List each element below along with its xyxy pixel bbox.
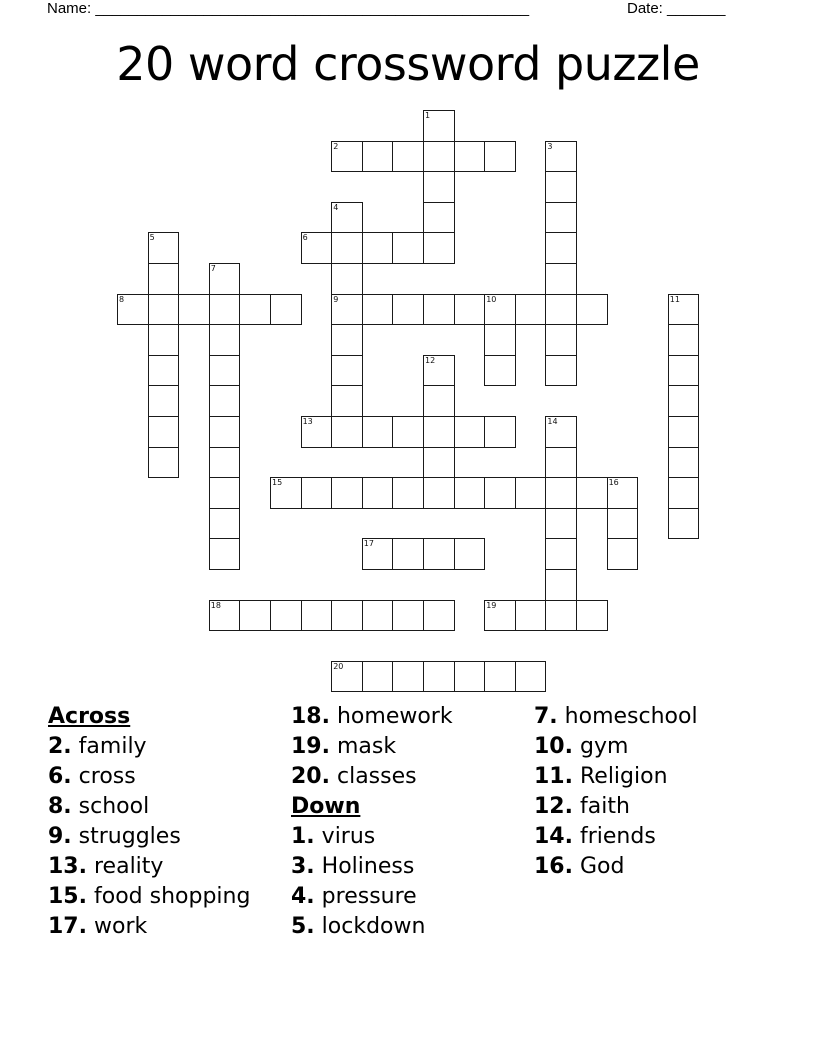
clue-number: 13 bbox=[302, 417, 313, 426]
crossword-cell[interactable] bbox=[392, 538, 424, 570]
crossword-cell[interactable] bbox=[362, 141, 394, 173]
crossword-cell[interactable] bbox=[178, 294, 210, 326]
crossword-cell[interactable] bbox=[515, 477, 547, 509]
crossword-cell[interactable] bbox=[545, 324, 577, 356]
clue-column-2 bbox=[291, 702, 453, 942]
crossword-cell[interactable] bbox=[545, 171, 577, 203]
crossword-cell[interactable] bbox=[209, 385, 241, 417]
clue-number: 7 bbox=[210, 264, 216, 273]
crossword-cell[interactable] bbox=[209, 600, 241, 632]
crossword-cell[interactable] bbox=[668, 508, 700, 540]
crossword-cell[interactable] bbox=[545, 600, 577, 632]
crossword-cell[interactable] bbox=[576, 600, 608, 632]
crossword-cell[interactable] bbox=[239, 294, 271, 326]
crossword-cell[interactable] bbox=[545, 202, 577, 234]
clue-number: 1 bbox=[425, 111, 431, 120]
crossword-cell[interactable] bbox=[392, 600, 424, 632]
crossword-cell[interactable] bbox=[607, 508, 639, 540]
clue-number: 3 bbox=[547, 141, 553, 151]
crossword-cell[interactable] bbox=[423, 447, 455, 479]
crossword-cell[interactable] bbox=[545, 232, 577, 264]
crossword-cell[interactable] bbox=[576, 294, 608, 326]
crossword-cell[interactable] bbox=[515, 661, 547, 693]
down-heading: Down bbox=[291, 794, 361, 819]
crossword-cell[interactable] bbox=[423, 110, 455, 142]
crossword-cell[interactable] bbox=[484, 661, 516, 693]
clue-down-1: 1. virus bbox=[291, 824, 376, 849]
crossword-cell[interactable] bbox=[331, 324, 363, 356]
clue-number: 9 bbox=[333, 294, 339, 304]
crossword-cell[interactable] bbox=[668, 385, 700, 417]
clue-across-13: 13. reality bbox=[48, 854, 164, 879]
clue-down-11: 11. Religion bbox=[534, 764, 668, 789]
crossword-cell[interactable] bbox=[362, 538, 394, 570]
clue-number: 10 bbox=[486, 294, 497, 304]
crossword-cell[interactable] bbox=[148, 447, 180, 479]
clue-across-20: 20. classes bbox=[291, 764, 417, 789]
crossword-cell[interactable] bbox=[545, 508, 577, 540]
crossword-cell[interactable] bbox=[454, 416, 486, 448]
crossword-cell[interactable] bbox=[668, 324, 700, 356]
crossword-cell[interactable] bbox=[301, 416, 333, 448]
clue-number: 12 bbox=[425, 355, 436, 365]
crossword-cell[interactable] bbox=[362, 294, 394, 326]
crossword-cell[interactable] bbox=[331, 294, 363, 326]
crossword-cell[interactable] bbox=[392, 477, 424, 509]
crossword-cell[interactable] bbox=[209, 477, 241, 509]
crossword-cell[interactable] bbox=[484, 355, 516, 387]
clue-number: 6 bbox=[302, 233, 308, 243]
clue-down-4: 4. pressure bbox=[291, 884, 417, 909]
clue-down-16: 16. God bbox=[534, 854, 625, 879]
crossword-cell[interactable] bbox=[209, 294, 241, 326]
crossword-cell[interactable] bbox=[454, 294, 486, 326]
crossword-cell[interactable] bbox=[668, 477, 700, 509]
crossword-cell[interactable] bbox=[484, 324, 516, 356]
clue-number: 15 bbox=[272, 478, 283, 488]
name-field-label: Name: ____________________________________________________ bbox=[47, 0, 530, 17]
crossword-cell[interactable] bbox=[545, 263, 577, 295]
crossword-cell[interactable] bbox=[423, 477, 455, 509]
crossword-cell[interactable] bbox=[515, 600, 547, 632]
clue-column-1 bbox=[48, 702, 250, 942]
crossword-cell[interactable] bbox=[392, 232, 424, 264]
crossword-cell[interactable] bbox=[423, 141, 455, 173]
clue-number: 11 bbox=[669, 294, 680, 304]
crossword-cell[interactable] bbox=[362, 416, 394, 448]
clue-across-8: 8. school bbox=[48, 794, 150, 819]
crossword-cell[interactable] bbox=[331, 661, 363, 693]
crossword-cell[interactable] bbox=[362, 477, 394, 509]
clue-across-17: 17. work bbox=[48, 914, 148, 939]
crossword-cell[interactable] bbox=[331, 263, 363, 295]
crossword-cell[interactable] bbox=[423, 538, 455, 570]
clue-number: 4 bbox=[333, 202, 339, 212]
crossword-cell[interactable] bbox=[423, 202, 455, 234]
crossword-cell[interactable] bbox=[148, 324, 180, 356]
crossword-cell[interactable] bbox=[423, 171, 455, 203]
crossword-cell[interactable] bbox=[454, 141, 486, 173]
crossword-cell[interactable] bbox=[484, 141, 516, 173]
clue-number: 20 bbox=[333, 661, 344, 671]
crossword-cell[interactable] bbox=[301, 600, 333, 632]
crossword-cell[interactable] bbox=[423, 661, 455, 693]
clue-down-7: 7. homeschool bbox=[534, 704, 698, 729]
crossword-cell[interactable] bbox=[362, 600, 394, 632]
crossword-cell[interactable] bbox=[484, 600, 516, 632]
crossword-cell[interactable] bbox=[209, 447, 241, 479]
crossword-cell[interactable] bbox=[668, 447, 700, 479]
clue-number: 5 bbox=[149, 233, 155, 243]
crossword-cell[interactable] bbox=[148, 355, 180, 387]
clue-down-5: 5. lockdown bbox=[291, 914, 426, 939]
crossword-cell[interactable] bbox=[423, 355, 455, 387]
crossword-cell[interactable] bbox=[331, 141, 363, 173]
crossword-cell[interactable] bbox=[668, 416, 700, 448]
crossword-cell[interactable] bbox=[331, 355, 363, 387]
crossword-cell[interactable] bbox=[209, 416, 241, 448]
crossword-cell[interactable] bbox=[454, 661, 486, 693]
crossword-cell[interactable] bbox=[545, 141, 577, 173]
crossword-cell[interactable] bbox=[515, 294, 547, 326]
crossword-cell[interactable] bbox=[209, 263, 241, 295]
crossword-cell[interactable] bbox=[545, 416, 577, 448]
clue-number: 16 bbox=[608, 478, 619, 488]
crossword-cell[interactable] bbox=[148, 263, 180, 295]
clue-across-15: 15. food shopping bbox=[48, 884, 251, 909]
clue-across-18: 18. homework bbox=[291, 704, 453, 729]
across-heading: Across bbox=[48, 704, 131, 729]
crossword-cell[interactable] bbox=[423, 294, 455, 326]
crossword-cell[interactable] bbox=[454, 538, 486, 570]
page-title: 20 word crossword puzzle bbox=[116, 37, 700, 91]
crossword-cell[interactable] bbox=[484, 416, 516, 448]
crossword-cell[interactable] bbox=[270, 477, 302, 509]
clue-across-2: 2. family bbox=[48, 734, 147, 759]
crossword-cell[interactable] bbox=[668, 294, 700, 326]
crossword-cell[interactable] bbox=[454, 477, 486, 509]
crossword-cell[interactable] bbox=[331, 232, 363, 264]
crossword-cell[interactable] bbox=[545, 477, 577, 509]
crossword-cell[interactable] bbox=[607, 477, 639, 509]
crossword-cell[interactable] bbox=[392, 141, 424, 173]
clue-down-3: 3. Holiness bbox=[291, 854, 415, 879]
date-field-label: Date: _______ bbox=[627, 0, 726, 17]
crossword-cell[interactable] bbox=[209, 508, 241, 540]
clue-across-6: 6. cross bbox=[48, 764, 136, 789]
clue-number: 17 bbox=[363, 539, 374, 549]
clue-number: 19 bbox=[486, 600, 497, 610]
crossword-cell[interactable] bbox=[301, 232, 333, 264]
crossword-cell[interactable] bbox=[545, 355, 577, 387]
clue-number: 14 bbox=[547, 417, 558, 426]
clue-number: 8 bbox=[119, 294, 125, 304]
clue-across-19: 19. mask bbox=[291, 734, 397, 759]
crossword-cell[interactable] bbox=[392, 294, 424, 326]
crossword-cell[interactable] bbox=[148, 416, 180, 448]
crossword-cell[interactable] bbox=[607, 538, 639, 570]
crossword-cell[interactable] bbox=[148, 232, 180, 264]
crossword-cell[interactable] bbox=[668, 355, 700, 387]
crossword-cell[interactable] bbox=[148, 385, 180, 417]
crossword-cell[interactable] bbox=[148, 294, 180, 326]
clue-down-10: 10. gym bbox=[534, 734, 629, 759]
clue-down-12: 12. faith bbox=[534, 794, 630, 819]
crossword-cell[interactable] bbox=[576, 477, 608, 509]
crossword-cell[interactable] bbox=[301, 477, 333, 509]
crossword-cell[interactable] bbox=[117, 294, 149, 326]
crossword-cell[interactable] bbox=[270, 600, 302, 632]
crossword-cell[interactable] bbox=[270, 294, 302, 326]
crossword-cell[interactable] bbox=[331, 477, 363, 509]
crossword-cell[interactable] bbox=[331, 385, 363, 417]
crossword-cell[interactable] bbox=[545, 447, 577, 479]
crossword-cell[interactable] bbox=[362, 661, 394, 693]
crossword-cell[interactable] bbox=[484, 477, 516, 509]
crossword-cell[interactable] bbox=[392, 416, 424, 448]
crossword-cell[interactable] bbox=[423, 385, 455, 417]
crossword-cell[interactable] bbox=[423, 232, 455, 264]
crossword-cell[interactable] bbox=[545, 538, 577, 570]
crossword-cell[interactable] bbox=[239, 600, 271, 632]
crossword-cell[interactable] bbox=[545, 569, 577, 601]
crossword-cell[interactable] bbox=[392, 661, 424, 693]
crossword-cell[interactable] bbox=[484, 294, 516, 326]
clue-across-9: 9. struggles bbox=[48, 824, 181, 849]
clue-number: 18 bbox=[210, 600, 221, 610]
crossword-cell[interactable] bbox=[209, 355, 241, 387]
crossword-cell[interactable] bbox=[362, 232, 394, 264]
crossword-cell[interactable] bbox=[423, 416, 455, 448]
crossword-cell[interactable] bbox=[209, 538, 241, 570]
clue-column-3 bbox=[534, 702, 698, 882]
crossword-cell[interactable] bbox=[331, 600, 363, 632]
crossword-cell[interactable] bbox=[331, 202, 363, 234]
clue-down-14: 14. friends bbox=[534, 824, 656, 849]
crossword-cell[interactable] bbox=[545, 294, 577, 326]
clue-number: 2 bbox=[333, 141, 339, 151]
crossword-cell[interactable] bbox=[423, 600, 455, 632]
crossword-cell[interactable] bbox=[209, 324, 241, 356]
crossword-cell[interactable] bbox=[331, 416, 363, 448]
